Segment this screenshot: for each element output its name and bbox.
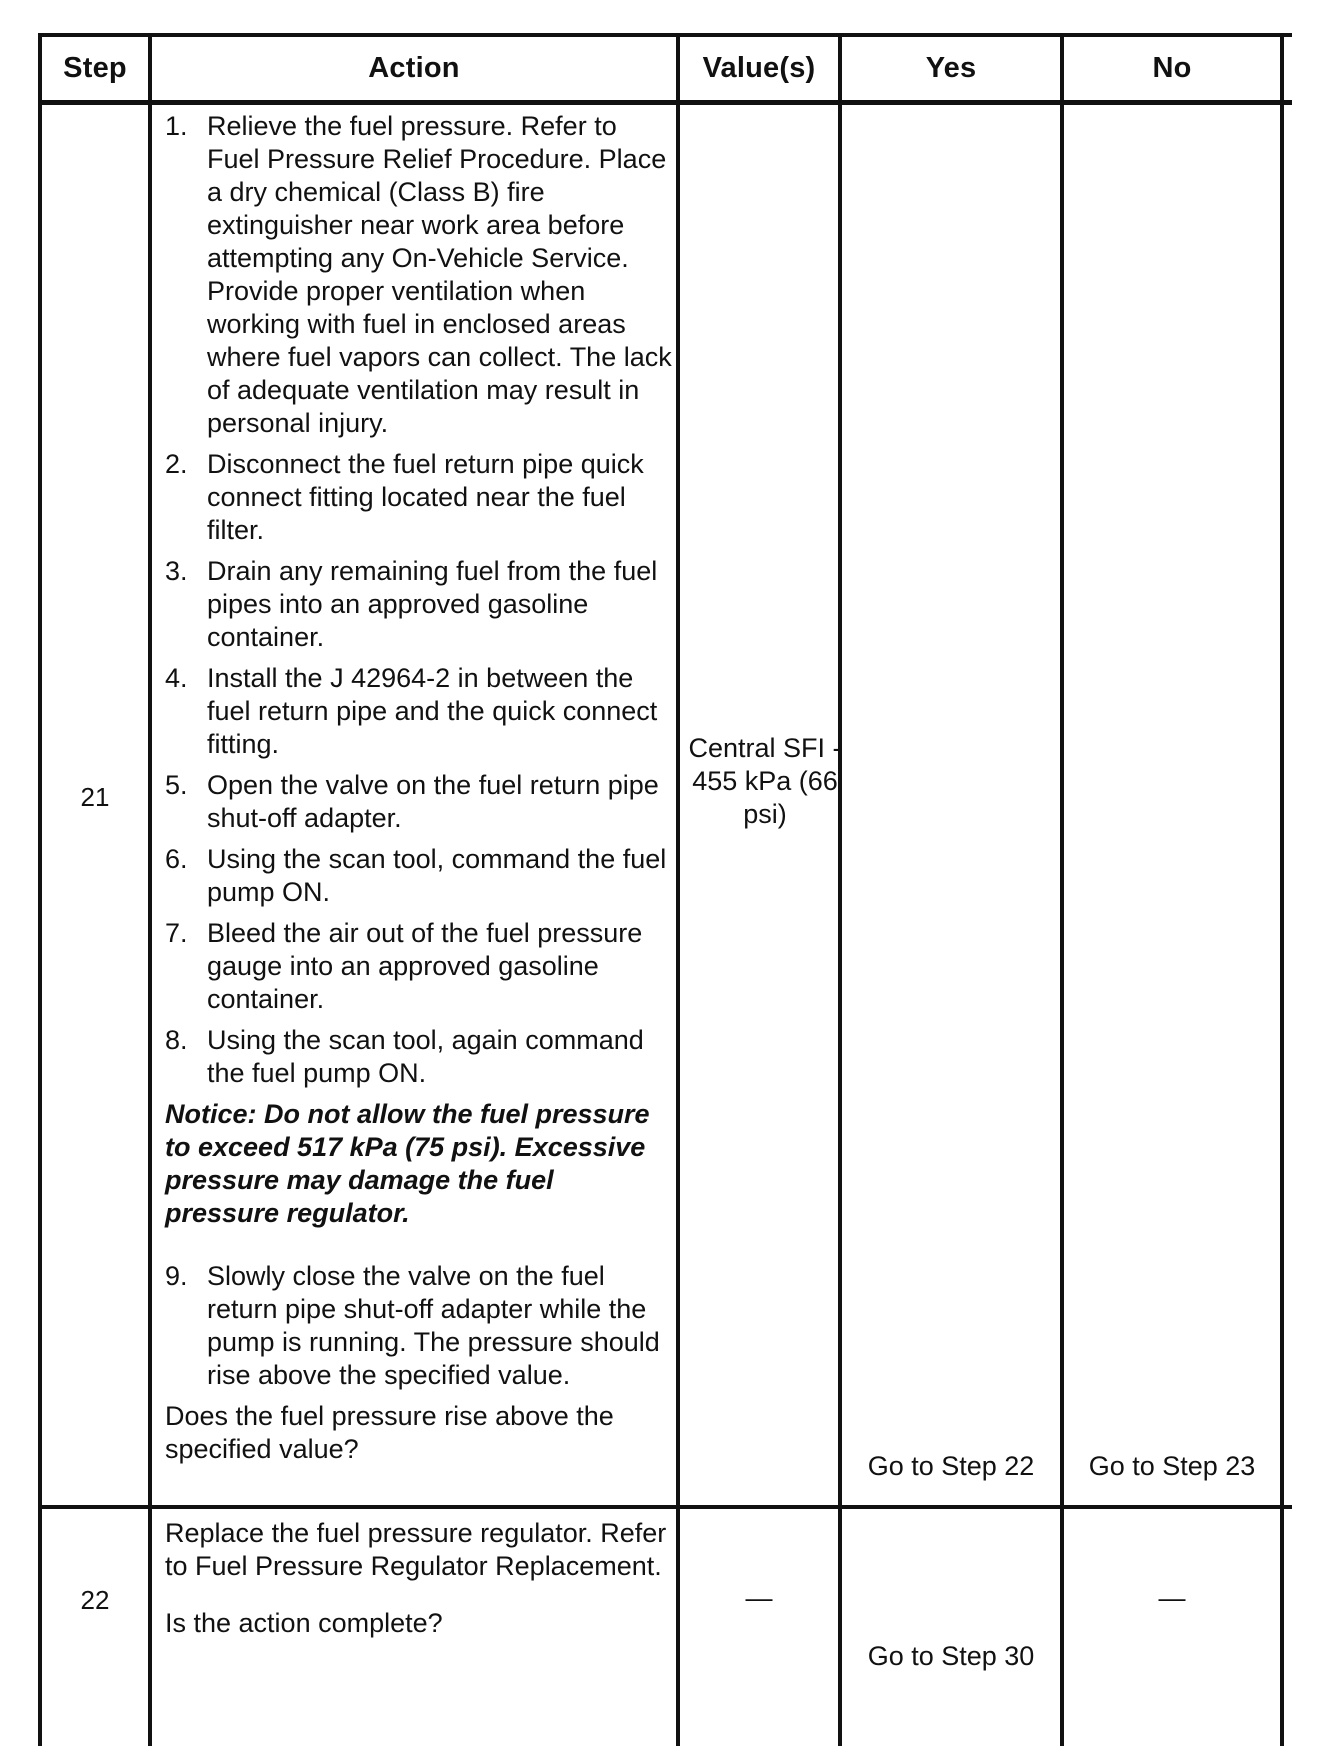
column-divider-action <box>676 33 680 1746</box>
action-steps-continued <box>165 1260 675 1392</box>
header-no: No <box>1152 51 1192 84</box>
column-divider-yes <box>1060 33 1064 1746</box>
question-text: Is the action complete? <box>165 1608 443 1638</box>
no-result: Go to Step 23 <box>1088 1451 1256 1481</box>
value-dash: — <box>745 1583 773 1613</box>
action-step: 9. Slowly close the valve on the fuel return pipe shut-off adapter while the pump is running. The pressure should rise above the specified value. <box>165 1261 660 1390</box>
column-divider-values <box>838 33 842 1746</box>
step-number: 21 <box>80 782 110 812</box>
action-cell <box>165 110 675 1466</box>
yes-result: Go to Step 30 <box>867 1641 1035 1671</box>
table-border-right <box>1280 33 1284 1746</box>
header-values: Value(s) <box>702 51 816 84</box>
no-dash: — <box>1158 1583 1186 1613</box>
action-step: 6. Using the scan tool, command the fuel pump ON. <box>165 844 667 907</box>
action-text: Replace the fuel pressure regulator. Refer to Fuel Pressure Regulator Replacement. <box>165 1518 667 1581</box>
header-yes: Yes <box>925 51 977 84</box>
table-border-left <box>38 33 42 1746</box>
action-step: 2. Disconnect the fuel return pipe quick connect fitting located near the fuel filter. <box>165 449 644 545</box>
value-cell: Central SFI - 455 kPa (66 psi) <box>688 733 842 829</box>
yes-result: Go to Step 22 <box>867 1451 1035 1481</box>
action-step: 1. Relieve the fuel pressure. Refer to Fuel Pressure Relief Procedure. Place a dry chemical (Class B) fire extinguisher near work area before attempting any On-Vehicle Service. Provide proper ventilation when working with fuel in enclosed areas where fuel vapors can collect. The lack of adequate ventilation may result in personal injury. <box>165 111 672 438</box>
step-number: 22 <box>80 1585 110 1615</box>
header-divider <box>38 100 1292 105</box>
header-step: Step <box>63 51 127 84</box>
action-step: 8. Using the scan tool, again command the fuel pump ON. <box>165 1025 644 1088</box>
header-action: Action <box>368 51 460 84</box>
action-step: 4. Install the J 42964-2 in between the fuel return pipe and the quick connect fitting. <box>165 663 658 759</box>
question-text: Does the fuel pressure rise above the specified value? <box>165 1401 614 1464</box>
action-step: 7. Bleed the air out of the fuel pressure gauge into an approved gasoline container. <box>165 918 643 1014</box>
column-divider-step <box>148 33 152 1746</box>
action-step: 3. Drain any remaining fuel from the fuel pipes into an approved gasoline container. <box>165 556 658 652</box>
action-cell <box>165 1517 675 1640</box>
action-steps <box>165 110 675 1090</box>
notice-text: Notice: Do not allow the fuel pressure to exceed 517 kPa (75 psi). Excessive pressure may damage the fuel pressure regulator. <box>165 1099 650 1228</box>
action-step: 5. Open the valve on the fuel return pipe shut-off adapter. <box>165 770 659 833</box>
row-divider <box>38 1505 1292 1509</box>
